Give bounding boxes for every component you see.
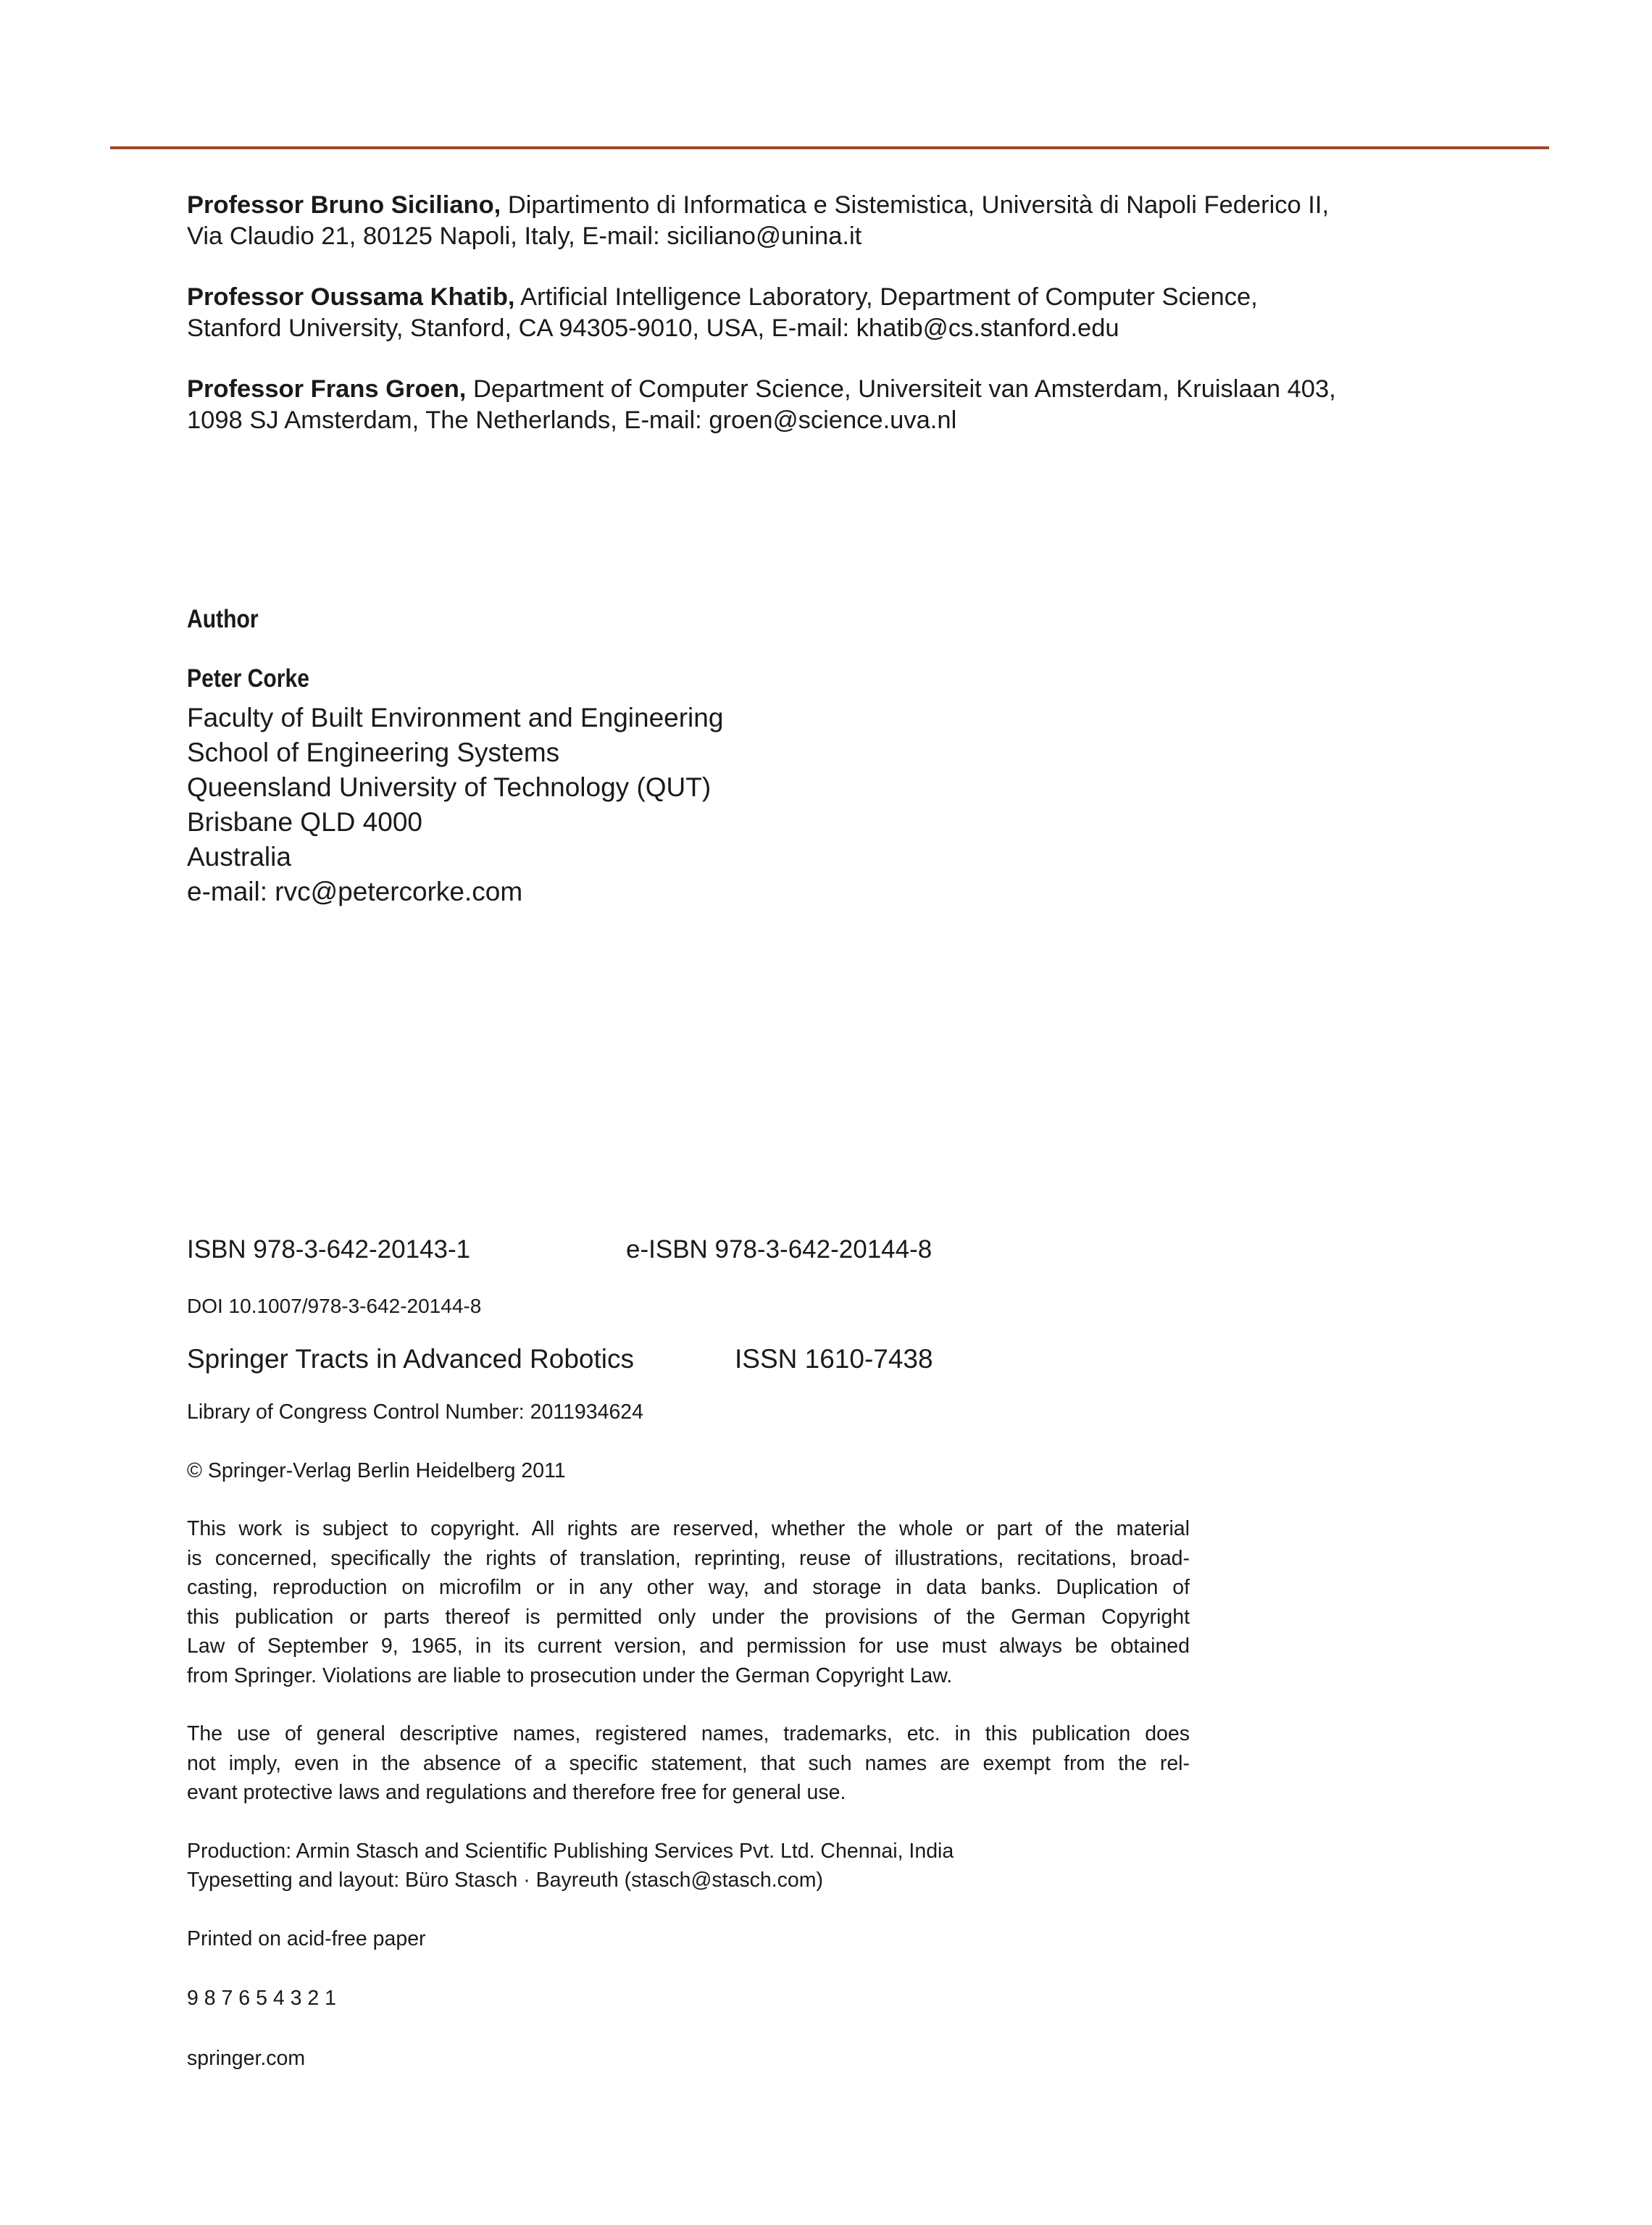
author-heading: Author xyxy=(187,605,259,633)
editor-entry xyxy=(187,190,1462,252)
bibliographic-info xyxy=(187,1234,1216,2073)
notice-line: from Springer. Violations are liable to prosecution under the German Copyright Law. xyxy=(187,1663,953,1687)
issn: ISSN 1610-7438 xyxy=(735,1344,933,1374)
editor-affiliation: Dipartimento di Informatica e Sistemistica, Università di Napoli Federico II, xyxy=(501,191,1330,219)
affiliation-line: Faculty of Built Environment and Engineering xyxy=(187,703,724,732)
production-credit: Production: Armin Stasch and Scientific Publishing Services Pvt. Ltd. Chennai, India xyxy=(187,1839,954,1863)
notice-line: This work is subject to copyright. All rights are reserved, whether the whole or part of the material xyxy=(187,1517,1190,1540)
affiliation-line: Australia xyxy=(187,842,291,872)
notice-line: not imply, even in the absence of a specific statement, that such names are exempt from the rel- xyxy=(187,1751,1190,1775)
copyright-line: © Springer-Verlag Berlin Heidelberg 2011 xyxy=(187,1458,566,1482)
editor-name: Professor Frans Groen, xyxy=(187,375,467,403)
editor-entry xyxy=(187,282,1462,344)
copyright-notice xyxy=(187,1514,1190,1690)
affiliation-line: Brisbane QLD 4000 xyxy=(187,807,422,837)
editor-address: Via Claudio 21, 80125 Napoli, Italy, E-mail: siciliano@unina.it xyxy=(187,222,862,250)
doi: DOI 10.1007/978-3-642-20144-8 xyxy=(187,1295,482,1317)
typesetting-credit: Typesetting and layout: Büro Stasch · Bayreuth (stasch@stasch.com) xyxy=(187,1869,824,1892)
lccn: Library of Congress Control Number: 2011934624 xyxy=(187,1400,643,1424)
notice-line: is concerned, specifically the rights of translation, reprinting, reuse of illustrations, recitations, broad- xyxy=(187,1546,1190,1570)
editor-entry xyxy=(187,374,1462,436)
notice-line: Law of September 9, 1965, in its current version, and permission for use must always be obtained xyxy=(187,1635,1190,1658)
series-editors xyxy=(187,190,1462,466)
notice-line: casting, reproduction on microfilm or in any other way, and storage in data banks. Duplication of xyxy=(187,1576,1190,1599)
trademark-notice xyxy=(187,1719,1190,1808)
header-rule xyxy=(110,146,1549,149)
notice-line: this publication or parts thereof is permitted only under the provisions of the German Copyright xyxy=(187,1605,1190,1629)
e-isbn: e-ISBN 978-3-642-20144-8 xyxy=(626,1235,933,1264)
printing-line: 9 8 7 6 5 4 3 2 1 xyxy=(187,1987,336,2010)
author-name: Peter Corke xyxy=(187,664,309,693)
paper-note: Printed on acid-free paper xyxy=(187,1926,426,1950)
affiliation-line: Queensland University of Technology (QUT) xyxy=(187,772,712,802)
affiliation-line: School of Engineering Systems xyxy=(187,738,560,767)
editor-address: 1098 SJ Amsterdam, The Netherlands, E-mail: groen@science.uva.nl xyxy=(187,406,957,434)
author-affiliation xyxy=(187,701,1201,909)
author-email: e-mail: rvc@petercorke.com xyxy=(187,877,523,906)
isbn: ISBN 978-3-642-20143-1 xyxy=(187,1235,471,1264)
editor-name: Professor Bruno Siciliano, xyxy=(187,191,501,219)
editor-affiliation: Department of Computer Science, Universiteit van Amsterdam, Kruislaan 403, xyxy=(466,375,1336,403)
editor-address: Stanford University, Stanford, CA 94305-9010, USA, E-mail: khatib@cs.stanford.edu xyxy=(187,314,1119,342)
publisher-website: springer.com xyxy=(187,2046,306,2070)
notice-line: evant protective laws and regulations and therefore free for general use. xyxy=(187,1781,846,1804)
series-row xyxy=(187,1343,1216,1376)
editor-affiliation: Artificial Intelligence Laboratory, Department of Computer Science, xyxy=(514,283,1258,311)
isbn-row xyxy=(187,1234,1216,1266)
editor-name: Professor Oussama Khatib, xyxy=(187,283,515,311)
notice-line: The use of general descriptive names, registered names, trademarks, etc. in this publication does xyxy=(187,1722,1190,1745)
author-block xyxy=(187,604,1201,909)
series-title: Springer Tracts in Advanced Robotics xyxy=(187,1344,634,1374)
